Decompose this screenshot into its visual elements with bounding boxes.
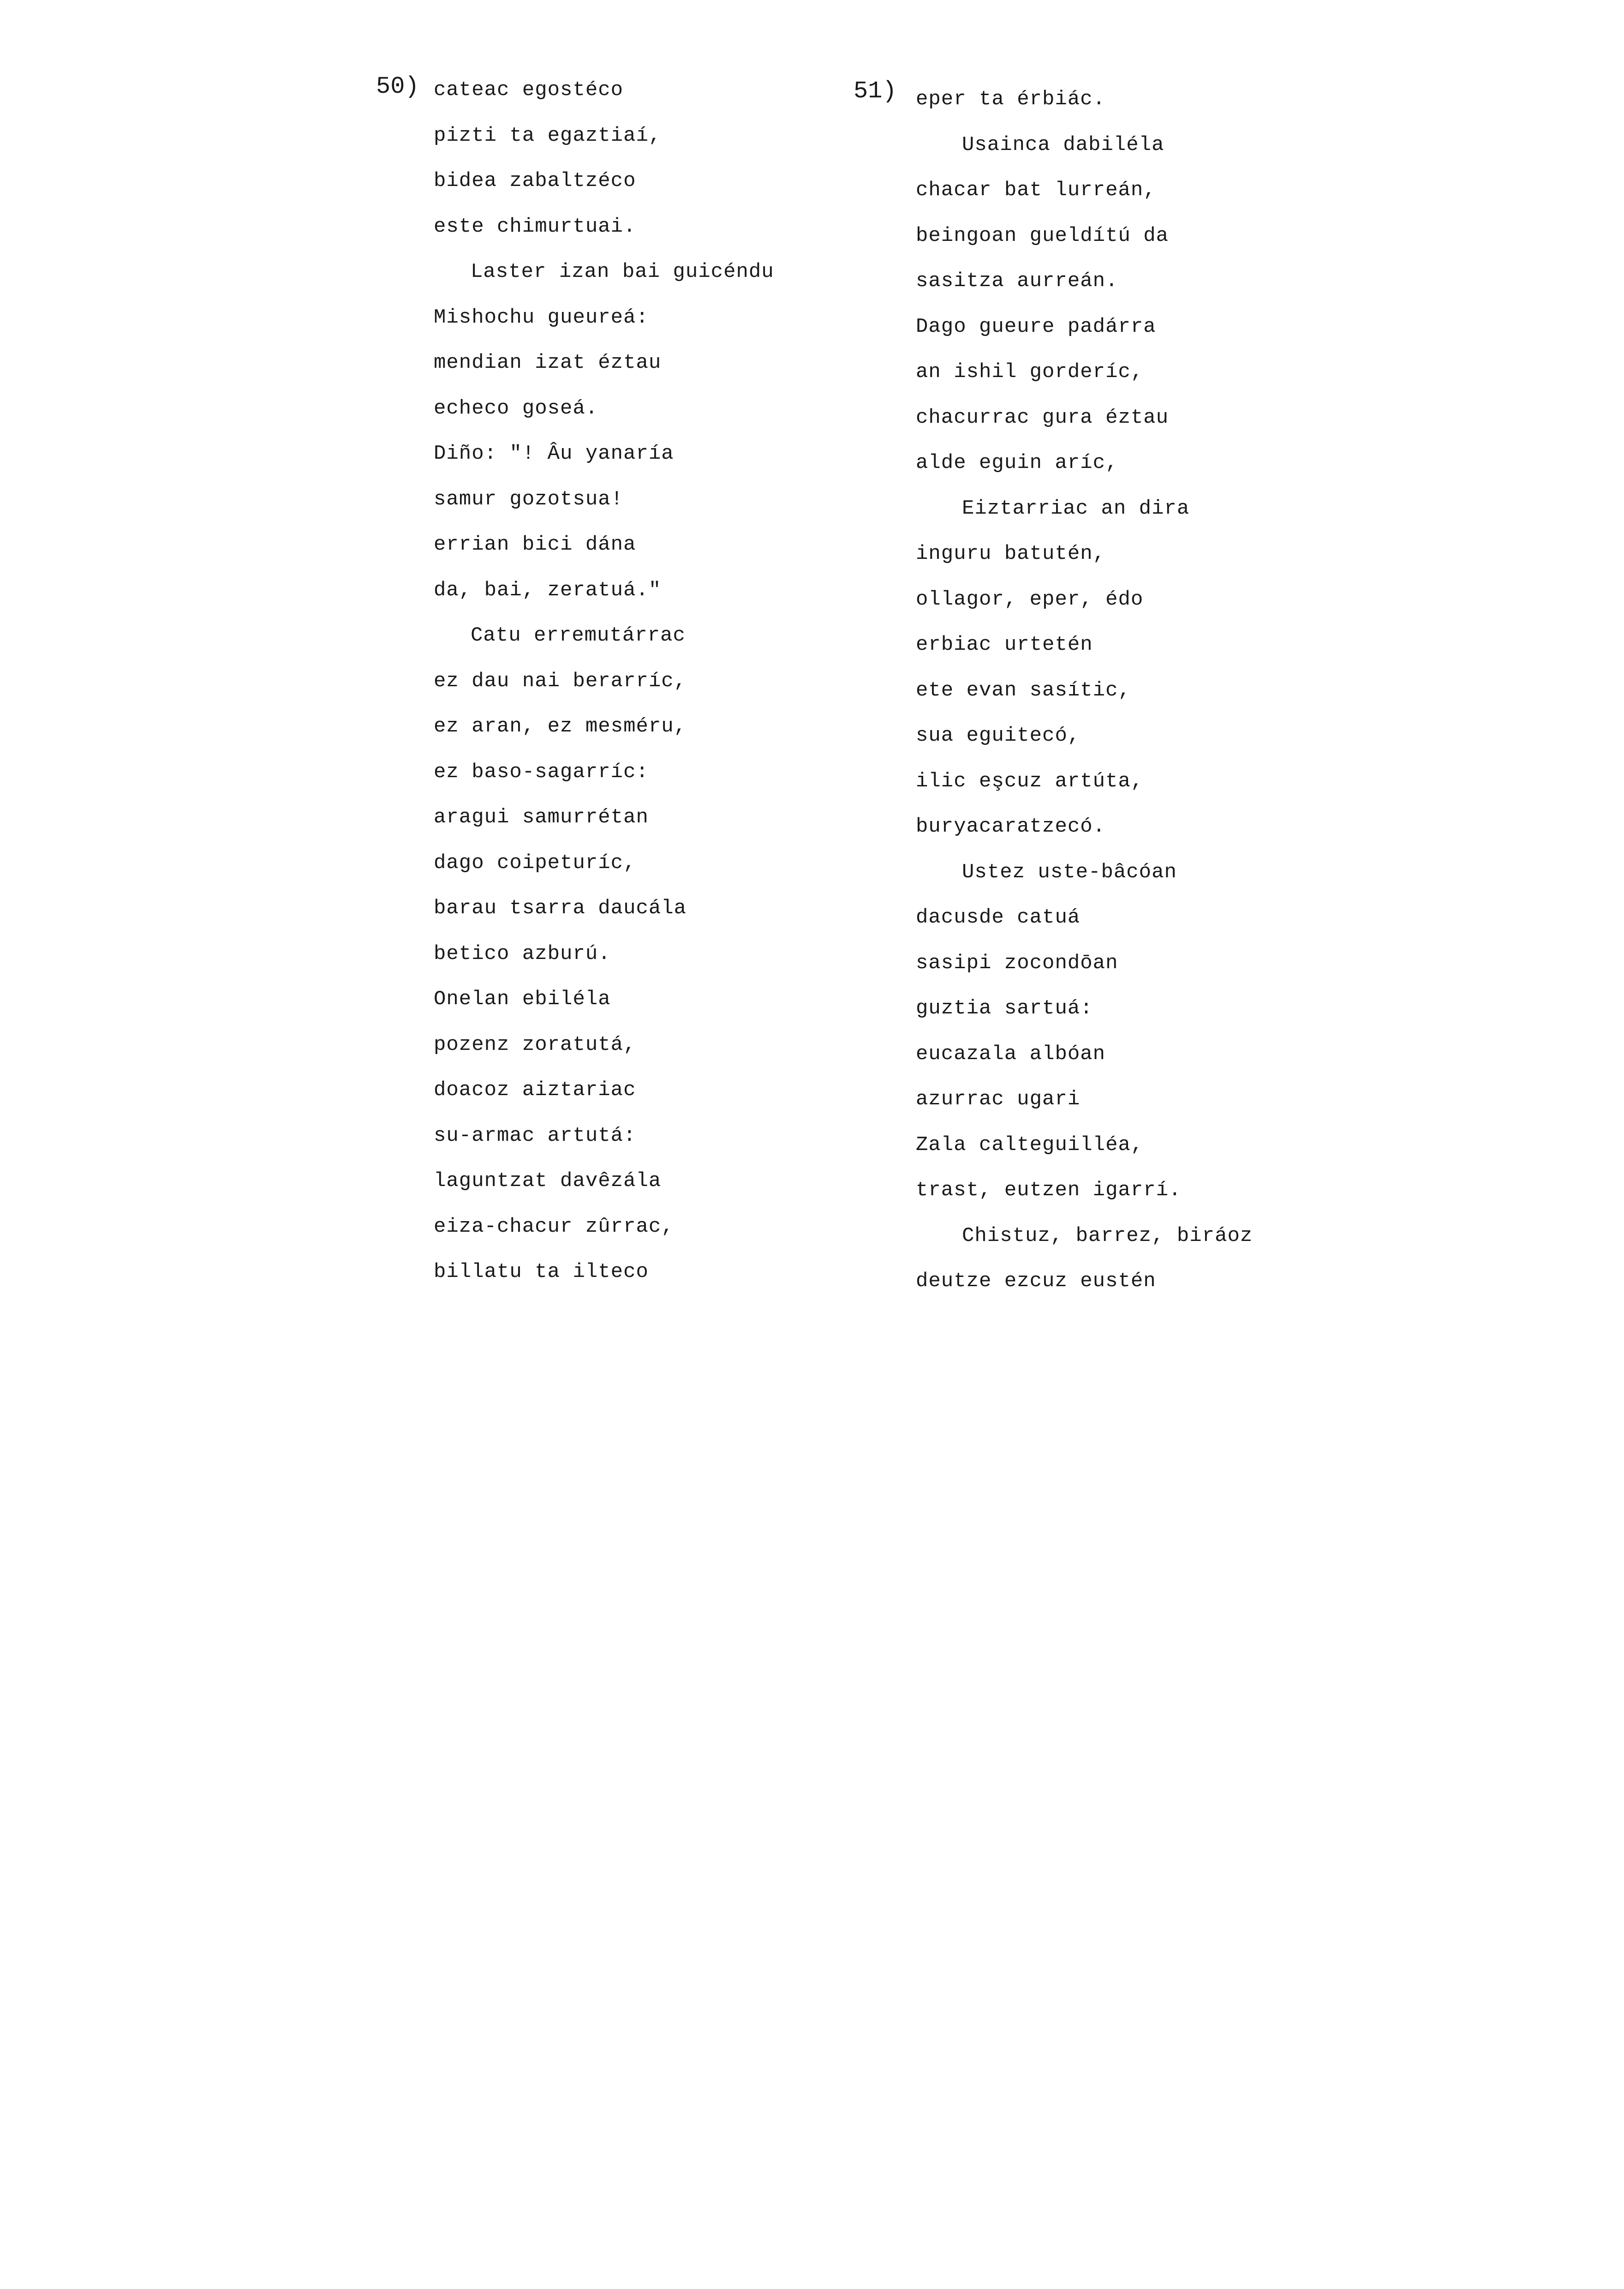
poem-line: erbiac urtetén bbox=[916, 633, 1093, 656]
poem-line: eiza-chacur zûrrac, bbox=[434, 1215, 674, 1238]
poem-line: dago coipeturíc, bbox=[434, 851, 636, 875]
poem-line: Onelan ebiléla bbox=[434, 988, 611, 1011]
poem-line: Laster izan bai guicéndu bbox=[471, 260, 774, 283]
poem-line: alde eguin aríc, bbox=[916, 451, 1118, 474]
poem-line: ilic eşcuz artúta, bbox=[916, 769, 1144, 793]
poem-line: ez aran, ez mesméru, bbox=[434, 715, 687, 738]
poem-line: sasipi zocondōan bbox=[916, 951, 1118, 975]
poem-line: ez baso-sagarríc: bbox=[434, 760, 649, 784]
poem-line: an ishil gorderíc, bbox=[916, 360, 1144, 383]
poem-line: beingoan gueldítú da bbox=[916, 224, 1169, 247]
poem-line: trast, eutzen igarrí. bbox=[916, 1179, 1182, 1202]
poem-line: errian bici dána bbox=[434, 533, 636, 556]
poem-number-51: 51) bbox=[854, 78, 897, 105]
poem-line: sasitza aurreán. bbox=[916, 270, 1118, 293]
poem-line: su-armac artutá: bbox=[434, 1124, 636, 1147]
poem-51-column bbox=[916, 85, 1253, 1313]
poem-line: Chistuz, barrez, biráoz bbox=[962, 1224, 1253, 1247]
poem-line: Catu erremutárrac bbox=[471, 624, 686, 647]
poem-line: ete evan sasític, bbox=[916, 678, 1131, 702]
poem-line: betico azburú. bbox=[434, 942, 611, 965]
poem-line: pozenz zoratutá, bbox=[434, 1033, 636, 1056]
poem-line: barau tsarra daucála bbox=[434, 897, 687, 920]
poem-line: da, bai, zeratuá." bbox=[434, 578, 662, 602]
poem-line: chacurrac gura éztau bbox=[916, 406, 1169, 429]
poem-line: sua eguitecó, bbox=[916, 724, 1081, 747]
poem-line: samur gozotsua! bbox=[434, 487, 624, 511]
poem-line: Diño: "! Âu yanaría bbox=[434, 442, 674, 465]
poem-line: Eiztarriac an dira bbox=[962, 497, 1190, 520]
poem-line: guztia sartuá: bbox=[916, 997, 1093, 1020]
poem-line: eper ta érbiác. bbox=[916, 88, 1106, 111]
poem-line: billatu ta ilteco bbox=[434, 1260, 649, 1283]
poem-line: pizti ta egaztiaí, bbox=[434, 124, 662, 147]
poem-line: ez dau nai berarríc, bbox=[434, 669, 687, 693]
poem-line: Usainca dabiléla bbox=[962, 133, 1164, 156]
poem-line: azurrac ugari bbox=[916, 1088, 1081, 1111]
poem-line: cateac egostéco bbox=[434, 78, 624, 102]
poem-line: eucazala albóan bbox=[916, 1042, 1106, 1066]
poem-line: deutze ezcuz eustén bbox=[916, 1270, 1156, 1293]
poem-line: aragui samurrétan bbox=[434, 806, 649, 829]
poem-line: dacusde catuá bbox=[916, 906, 1081, 929]
poem-line: ollagor, eper, édo bbox=[916, 587, 1144, 611]
poem-line: echeco goseá. bbox=[434, 396, 598, 420]
poem-line: Ustez uste-bâcóan bbox=[962, 860, 1177, 884]
poem-line: Mishochu gueureá: bbox=[434, 306, 649, 329]
poem-number-50: 50) bbox=[376, 73, 419, 100]
poem-line: doacoz aiztariac bbox=[434, 1079, 636, 1102]
poem-line: laguntzat davêzála bbox=[434, 1169, 662, 1192]
poem-line: Dago gueure padárra bbox=[916, 315, 1156, 338]
poem-line: Zala calteguilléa, bbox=[916, 1133, 1144, 1156]
poem-50-column bbox=[434, 76, 774, 1304]
poem-line: bidea zabaltzéco bbox=[434, 169, 636, 192]
poem-line: mendian izat éztau bbox=[434, 351, 662, 374]
poem-line: inguru batutén, bbox=[916, 542, 1106, 565]
poem-line: chacar bat lurreán, bbox=[916, 179, 1156, 202]
poem-line: buryacaratzecó. bbox=[916, 815, 1106, 838]
poem-line: este chimurtuai. bbox=[434, 215, 636, 238]
